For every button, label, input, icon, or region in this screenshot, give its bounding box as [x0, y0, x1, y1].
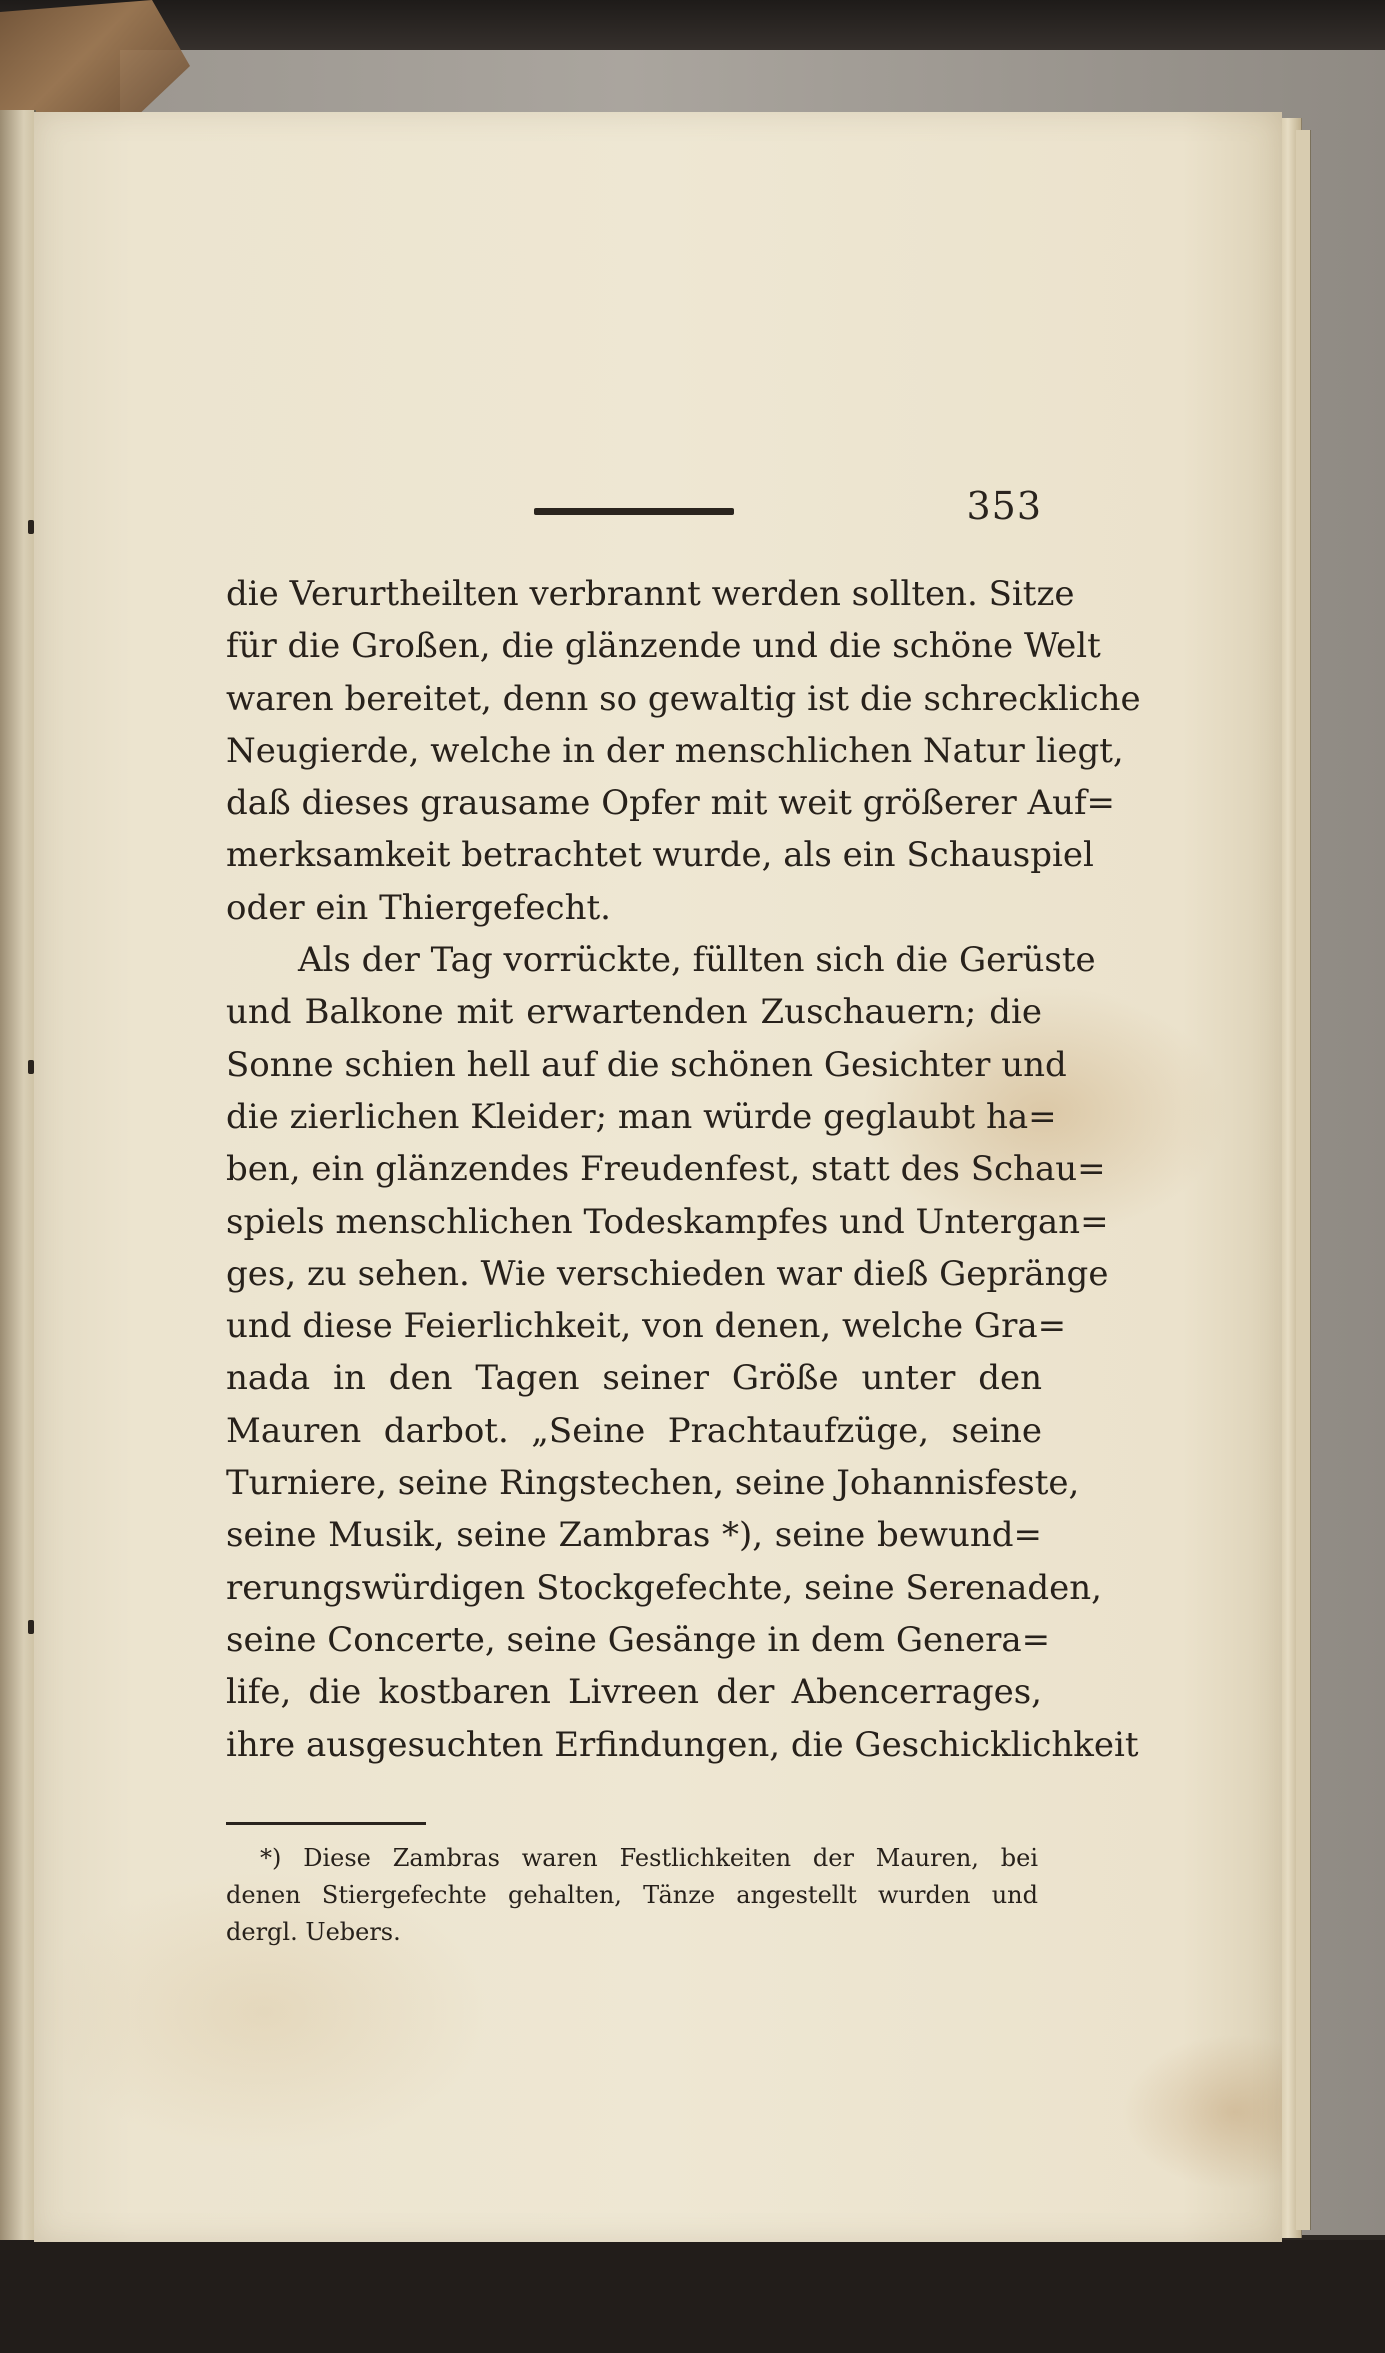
footnote-line: dergl. Uebers.: [226, 1918, 401, 1946]
page-number: 353: [966, 484, 1042, 528]
text-line: rerungswürdigen Stockgefechte, seine Serenaden,: [226, 1567, 1102, 1608]
text-line: Als der Tag vorrückte, füllten sich die Gerüste: [298, 940, 1096, 981]
text-line: und diese Feierlichkeit, von denen, welche Gra=: [226, 1306, 1067, 1347]
text-line: ihre ausgesuchten Erfindungen, die Geschicklichkeit: [226, 1724, 1139, 1765]
footnote-line: *) Diese Zambras waren Festlichkeiten der Mauren, bei: [260, 1844, 1038, 1872]
footnote: [226, 1840, 1038, 1951]
footnote-line: denen Stiergefechte gehalten, Tänze angestellt wurden und: [226, 1881, 1038, 1909]
text-line: nada in den Tagen seiner Größe unter den: [226, 1358, 1042, 1399]
text-line: spiels menschlichen Todeskampfes und Untergan=: [226, 1201, 1109, 1242]
header-rule: [534, 508, 734, 515]
text-line: ges, zu sehen. Wie verschieden war dieß Gepränge: [226, 1253, 1109, 1294]
text-line: ben, ein glänzendes Freudenfest, statt des Schau=: [226, 1149, 1106, 1190]
text-line: für die Großen, die glänzende und die schöne Welt: [226, 626, 1101, 667]
book-page: [34, 112, 1282, 2242]
text-line: waren bereitet, denn so gewaltig ist die schreckliche: [226, 678, 1141, 719]
text-line: die zierlichen Kleider; man würde geglaubt ha=: [226, 1096, 1057, 1137]
body-text: [226, 568, 1141, 1771]
text-line: seine Musik, seine Zambras *), seine bewund=: [226, 1515, 1042, 1556]
text-line: seine Concerte, seine Gesänge in dem Genera=: [226, 1619, 1051, 1660]
text-line: Turniere, seine Ringstechen, seine Johannisfeste,: [226, 1463, 1080, 1504]
footnote-rule: [226, 1822, 426, 1825]
text-line: Mauren darbot. „Seine Prachtaufzüge, seine: [226, 1410, 1042, 1451]
text-line: daß dieses grausame Opfer mit weit größerer Auf=: [226, 783, 1116, 824]
text-line: Neugierde, welche in der menschlichen Natur liegt,: [226, 730, 1124, 771]
text-line: oder ein Thiergefecht.: [226, 887, 611, 928]
scan-bottom-edge: [0, 2240, 1385, 2353]
text-line: die Verurtheilten verbrannt werden sollten. Sitze: [226, 574, 1075, 614]
text-line: life, die kostbaren Livreen der Abencerrages,: [226, 1672, 1042, 1713]
page-stack-edge-inner: [1296, 130, 1311, 2230]
facing-page-edge: [0, 110, 36, 2260]
text-line: merksamkeit betrachtet wurde, als ein Schauspiel: [226, 835, 1094, 876]
text-line: Sonne schien hell auf die schönen Gesichter und: [226, 1044, 1067, 1085]
text-line: und Balkone mit erwartenden Zuschauern; die: [226, 992, 1042, 1033]
